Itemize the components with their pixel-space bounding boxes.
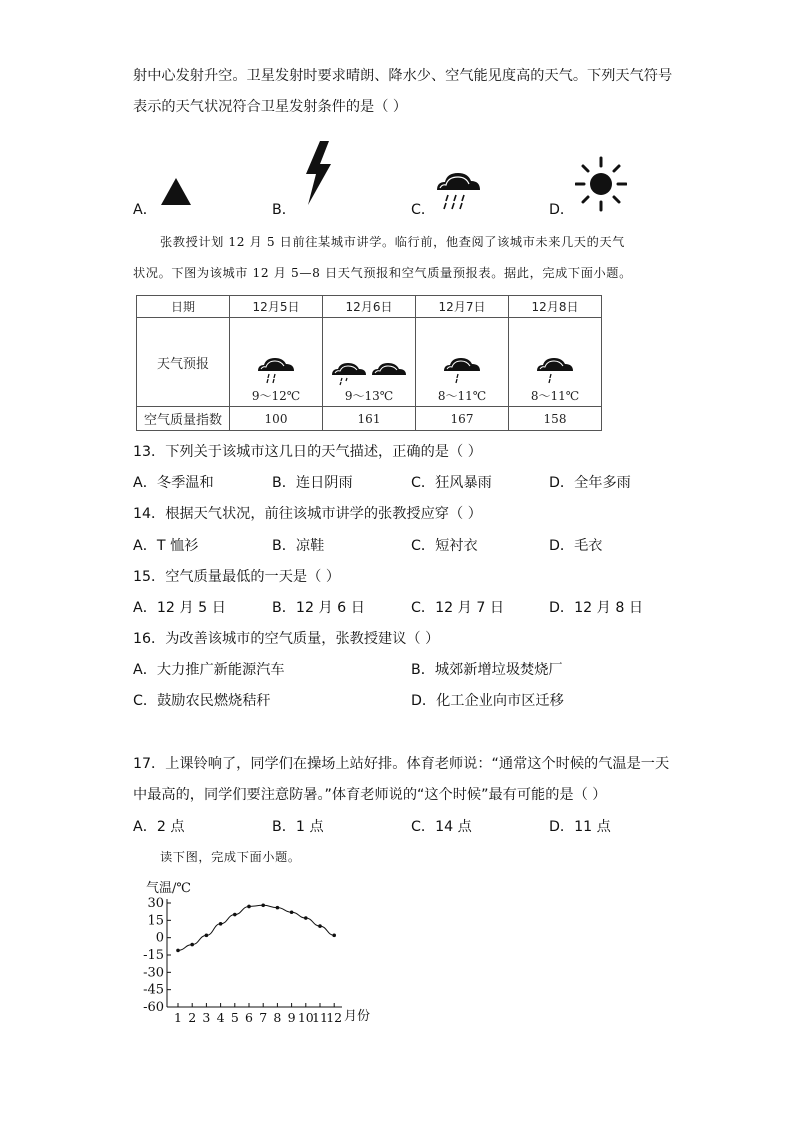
- y-tick-label: -30: [143, 965, 164, 981]
- q12-option-c-label[interactable]: C．: [411, 202, 436, 218]
- x-tick-label: 3: [202, 1010, 211, 1025]
- data-point: [176, 949, 180, 953]
- q12-option-a-label[interactable]: A．: [133, 202, 157, 218]
- y-tick-label: -45: [143, 982, 164, 998]
- q16-option-c[interactable]: C．鼓励农民燃烧秸秆: [133, 693, 271, 709]
- light-rain-cloud-icon: [330, 360, 368, 386]
- q13-option-a[interactable]: A．冬季温和: [133, 475, 214, 491]
- data-point: [304, 916, 308, 920]
- q14-option-b[interactable]: B．凉鞋: [272, 538, 325, 554]
- aqi-value: 167: [416, 407, 509, 431]
- weather-cell: [323, 318, 416, 407]
- y-tick-label: 0: [155, 930, 164, 946]
- aqi-value: 161: [323, 407, 416, 431]
- data-point: [205, 934, 209, 938]
- passage-line-2: 状况。下图为该城市 12 月 5—8 日天气预报和空气质量预报表。据此，完成下面小题。: [133, 266, 632, 280]
- q13-option-d[interactable]: D．全年多雨: [549, 475, 631, 491]
- x-tick-label: 11: [312, 1010, 328, 1025]
- q15-option-a[interactable]: A．12 月 5 日: [133, 600, 226, 616]
- data-point: [233, 913, 237, 917]
- q13-option-c[interactable]: C．狂风暴雨: [411, 475, 492, 491]
- q17-option-c[interactable]: C．14 点: [411, 819, 472, 835]
- y-tick-label: 15: [147, 913, 164, 929]
- q14-option-d[interactable]: D．毛衣: [549, 538, 603, 554]
- aqi-value: 100: [230, 407, 323, 431]
- q16-option-a[interactable]: A．大力推广新能源汽车: [133, 662, 285, 678]
- y-tick-label: -60: [143, 1000, 164, 1015]
- q14-option-c[interactable]: C．短衬衣: [411, 538, 478, 554]
- x-tick-label: 4: [216, 1010, 225, 1025]
- q14-stem: 14．根据天气状况，前往该城市讲学的张教授应穿（ ）: [133, 506, 482, 522]
- table-header-cell: 12月7日: [416, 296, 509, 318]
- y-tick-label: -15: [143, 948, 164, 963]
- data-point: [261, 904, 265, 908]
- table-header-cell: 12月8日: [509, 296, 602, 318]
- passage-line-1: 张教授计划 12 月 5 日前往某城市讲学。临行前，他查阅了该城市未来几天的天气: [160, 235, 625, 249]
- q16-option-d[interactable]: D．化工企业向市区迁移: [411, 693, 564, 709]
- q13-stem: 13．下列关于该城市这几日的天气描述，正确的是（ ）: [133, 444, 482, 460]
- intro-line-2: 表示的天气状况符合卫星发射条件的是（ ）: [133, 99, 408, 115]
- y-tick-label: 30: [147, 896, 164, 911]
- forecast-table: [136, 295, 602, 431]
- x-tick-label: 7: [259, 1010, 268, 1025]
- table-header-cell: 日期: [137, 296, 230, 318]
- y-axis-label: 气温/℃: [146, 881, 191, 896]
- x-tick-label: 6: [245, 1010, 253, 1025]
- q14-option-a[interactable]: A．T 恤衫: [133, 538, 199, 554]
- x-tick-label: 10: [297, 1010, 314, 1025]
- data-point: [318, 924, 322, 928]
- data-point: [276, 906, 280, 910]
- weather-cell: [230, 318, 323, 407]
- q12-option-d-label[interactable]: D．: [549, 202, 575, 218]
- temp-range: 8～11℃: [437, 389, 487, 403]
- q17-option-d[interactable]: D．11 点: [549, 819, 611, 835]
- weather-row-label: 天气预报: [137, 318, 230, 407]
- light-rain-cloud-icon: [442, 354, 482, 384]
- data-point: [290, 910, 294, 914]
- q15-stem: 15．空气质量最低的一天是（ ）: [133, 569, 341, 585]
- q15-option-d[interactable]: D．12 月 8 日: [549, 600, 644, 616]
- chart-intro: 读下图，完成下面小题。: [160, 850, 301, 864]
- x-tick-label: 1: [174, 1010, 182, 1025]
- table-header-row: [137, 296, 602, 318]
- q12-option-b-label[interactable]: B．: [272, 202, 296, 218]
- q17-option-b[interactable]: B．1 点: [272, 819, 324, 835]
- light-rain-cloud-icon: [535, 354, 575, 384]
- weather-cell: [416, 318, 509, 407]
- temperature-chart: [130, 874, 390, 1029]
- temperature-line: [178, 905, 334, 950]
- q17-stem-line-2: 中最高的，同学们要注意防暑。”体育老师说的“这个时候”最有可能的是（ ）: [133, 787, 607, 803]
- temp-range: 9～13℃: [344, 389, 394, 403]
- data-point: [332, 934, 336, 938]
- q17-stem-line-1: 17．上课铃响了，同学们在操场上站好排。体育老师说：“通常这个时候的气温是一天: [133, 756, 670, 772]
- rain-cloud-icon: [434, 168, 482, 210]
- cloud-icon: [370, 360, 408, 386]
- x-tick-label: 2: [188, 1010, 197, 1025]
- data-point: [247, 905, 251, 909]
- lightning-icon: [303, 140, 333, 206]
- temp-range: 8～11℃: [530, 389, 580, 403]
- x-tick-label: 9: [287, 1010, 296, 1025]
- table-aqi-row: [137, 407, 602, 431]
- q15-option-b[interactable]: B．12 月 6 日: [272, 600, 365, 616]
- data-point: [190, 943, 194, 947]
- table-weather-row: [137, 318, 602, 407]
- triangle-icon: [160, 176, 192, 206]
- table-header-cell: 12月6日: [323, 296, 416, 318]
- aqi-value: 158: [509, 407, 602, 431]
- q16-option-b[interactable]: B．城郊新增垃圾焚烧厂: [411, 662, 563, 678]
- weather-cell: [509, 318, 602, 407]
- x-tick-label: 12: [326, 1010, 343, 1025]
- intro-line-1: 射中心发射升空。卫星发射时要求晴朗、降水少、空气能见度高的天气。下列天气符号: [133, 68, 673, 84]
- table-header-cell: 12月5日: [230, 296, 323, 318]
- q16-stem: 16．为改善该城市的空气质量，张教授建议（ ）: [133, 631, 440, 647]
- q13-option-b[interactable]: B．连日阴雨: [272, 475, 353, 491]
- aqi-row-label: 空气质量指数: [137, 407, 230, 431]
- sun-icon: [575, 156, 627, 212]
- light-rain-cloud-icon: [256, 354, 296, 384]
- q15-option-c[interactable]: C．12 月 7 日: [411, 600, 505, 616]
- x-tick-label: 8: [273, 1010, 282, 1025]
- data-point: [219, 922, 223, 926]
- x-tick-label: 5: [230, 1010, 239, 1025]
- temp-range: 9～12℃: [251, 389, 301, 403]
- q17-option-a[interactable]: A．2 点: [133, 819, 185, 835]
- x-axis-label: 月份: [344, 1009, 371, 1024]
